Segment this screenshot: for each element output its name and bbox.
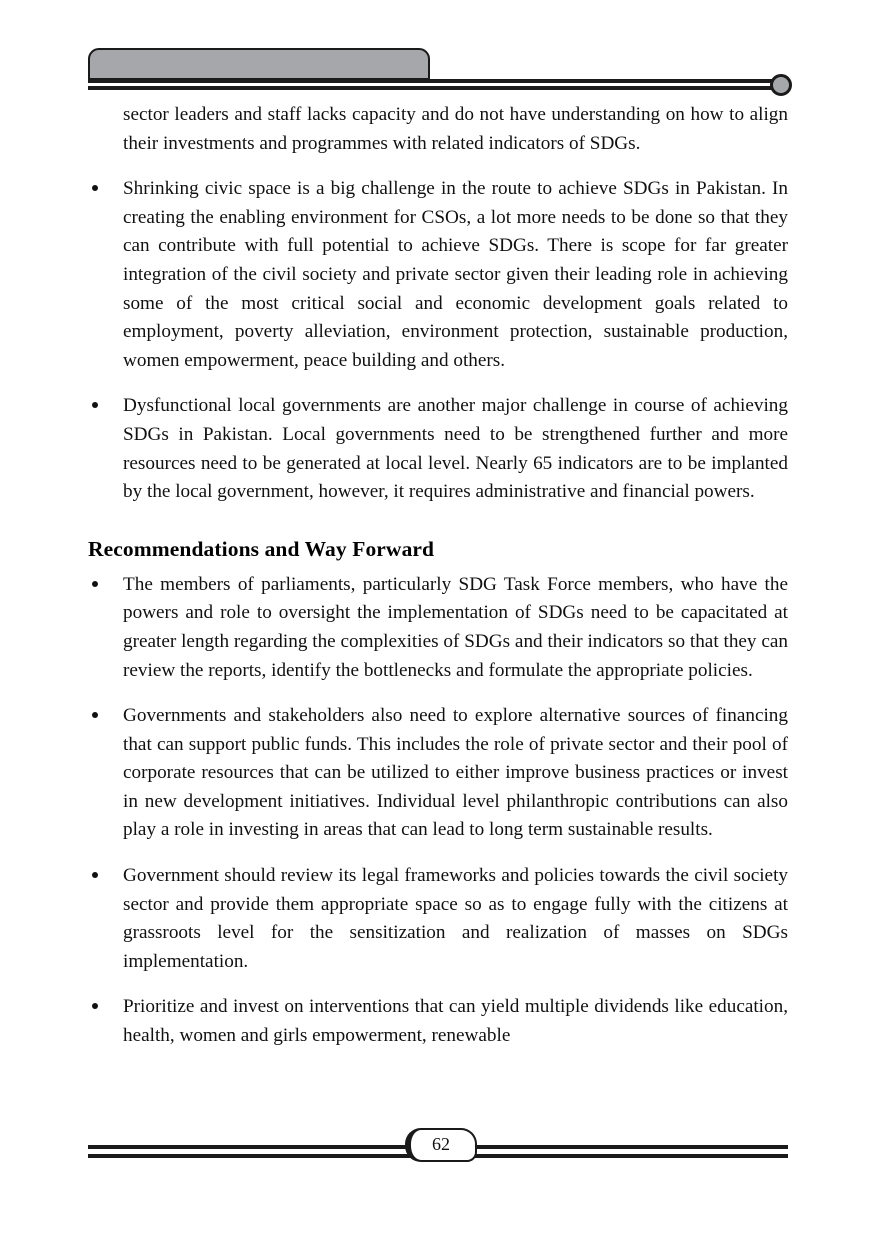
bullet-dot-icon: [92, 872, 98, 878]
list-item: [88, 571, 788, 685]
list-item: [88, 993, 788, 1050]
challenge-bullet-text: Shrinking civic space is a big challenge in the route to achieve SDGs in Pakistan. In creating the enabling environment for CSOs, a lot more needs to be done so that they can contribute with full potential to achieve SDGs. There is scope for far greater integration of the civil society and private sector given their leading role in achieving some of the most critical social and economic development goals related to employment, poverty alleviation, environment protection, sustainable production, women empowerment, peace building and others.: [123, 178, 788, 371]
bullet-dot-icon: [92, 185, 98, 191]
bullet-dot-icon: [92, 1003, 98, 1009]
continued-paragraph: sector leaders and staff lacks capacity and do not have understanding on how to align their investments and programmes with related indicators of SDGs.: [123, 104, 788, 154]
header-rule-lower: [88, 86, 785, 90]
recommendation-bullet-text: Prioritize and invest on interventions that can yield multiple dividends like education, health, women and girls empowerment, renewable: [123, 996, 788, 1047]
list-item: [88, 392, 788, 506]
header-circle-ornament-icon: [770, 74, 792, 96]
recommendation-bullet-text: Governments and stakeholders also need to explore alternative sources of financing that can support public funds. This includes the role of private sector and their pool of corporate resources that can be utilized to either improve business practices or invest in new development initiatives. Individual level philanthropic contributions can also play a role in investing in areas that can lead to long term sustainable results.: [123, 705, 788, 841]
recommendation-bullet-text: The members of parliaments, particularly SDG Task Force members, who have the powers and role to oversight the implementation of SDGs need to be capacitated at greater length regarding the complexities of SDGs and their indicators so that they can review the reports, identify the bottlenecks and formulate the appropriate policies.: [123, 573, 788, 681]
page-header-ornament: [88, 48, 788, 98]
list-item: [88, 702, 788, 845]
page-content: [88, 101, 788, 1051]
recommendation-bullet-text: Government should review its legal frameworks and policies towards the civil society sector and provide them appropriate space so as to engage fully with the citizens at grassroots level for the sensitization and realization of masses on SDGs implementation.: [123, 865, 788, 972]
bullet-dot-icon: [92, 402, 98, 408]
page-footer-ornament: [88, 1126, 788, 1172]
list-item: [88, 862, 788, 976]
bullet-dot-icon: [92, 712, 98, 718]
bullet-dot-icon: [92, 581, 98, 587]
list-item: [88, 175, 788, 375]
header-rule-upper: [88, 79, 785, 83]
section-heading: Recommendations and Way Forward: [88, 536, 435, 561]
challenge-bullet-text: Dysfunctional local governments are another major challenge in course of achieving SDGs in Pakistan. Local governments need to be strengthened further and more resources need to be generated at local level. Nearly 65 indicators are to be implanted by the local government, however, it requires administrative and financial powers.: [123, 395, 788, 503]
page-number: 62: [432, 1134, 450, 1154]
header-gray-tab-shape: [88, 48, 430, 80]
